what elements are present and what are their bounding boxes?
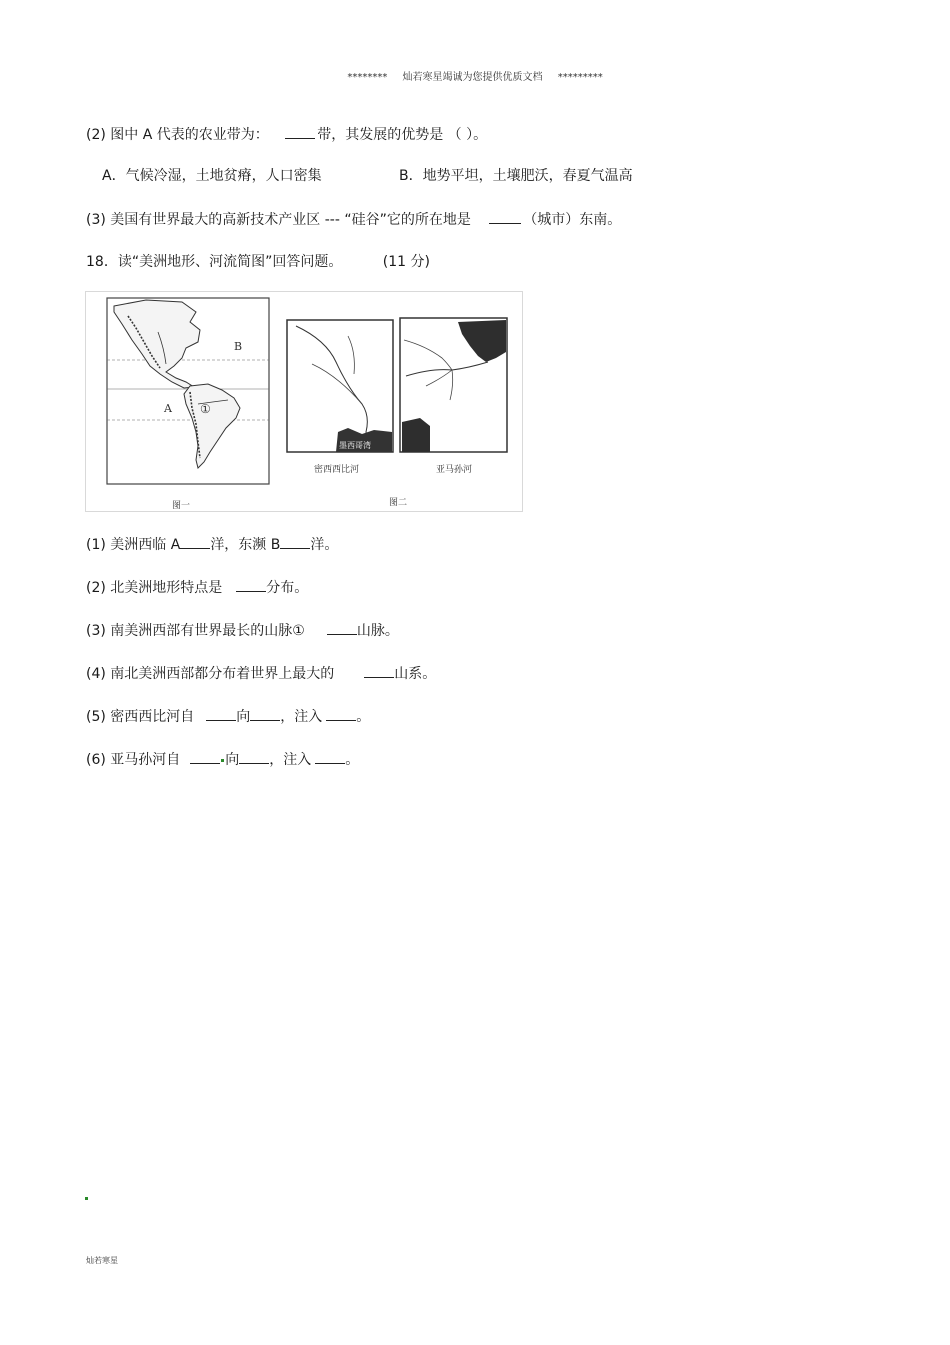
question-18-title: [86, 252, 430, 272]
q6-text-d: 。: [345, 752, 360, 768]
header-title: 灿若寒星竭诚为您提供优质文档: [402, 72, 543, 83]
q2-text-a: (2) 北美洲地形特点是: [86, 580, 223, 596]
header-stars-left: ********: [347, 72, 388, 83]
q1-text-b: 洋，东濒 B: [210, 537, 281, 553]
q6-text-c: ，注入: [269, 752, 312, 768]
question-18-6: [86, 749, 359, 770]
answer-blank: [315, 749, 345, 764]
q17-3-suffix: （城市）东南。: [523, 212, 622, 228]
answer-blank: [364, 663, 394, 678]
question-17-3: [86, 209, 621, 230]
q4-text-a: (4) 南北美洲西部都分布着世界上最大的: [86, 666, 335, 682]
q5-text-d: 。: [356, 709, 371, 725]
q1-text-c: 洋。: [310, 537, 339, 553]
fig1-caption: 图一: [172, 501, 191, 511]
map-label-b: B: [234, 340, 243, 353]
answer-blank: [206, 706, 236, 721]
map-label-a: A: [164, 402, 172, 415]
q6-text-a: (6) 亚马孙河自: [86, 752, 181, 768]
question-18-4: [86, 663, 436, 684]
q17-2-mid: 带，其发展的优势是 （ ）。: [317, 127, 488, 143]
question-18-2: [86, 577, 308, 598]
mississippi-caption: 密西西比河: [314, 465, 360, 475]
q3-text-a: (3) 南美洲西部有世界最长的山脉①: [86, 623, 305, 639]
option-b: B．地势平坦，土壤肥沃，春夏气温高: [399, 168, 633, 184]
green-dot-mark: [85, 1197, 88, 1200]
america-map-figure: [85, 291, 523, 512]
pacific-shading: [402, 418, 430, 452]
amazon-caption: 亚马孙河: [436, 465, 473, 475]
page-footer: 灿若寒星: [86, 1256, 118, 1265]
answer-blank: [250, 706, 280, 721]
map-label-andes: ①: [200, 402, 211, 416]
answer-blank: [285, 124, 315, 139]
q3-text-b: 山脉。: [356, 623, 399, 639]
q18-title: 18．读“美洲地形、河流简图”回答问题。: [86, 254, 343, 270]
answer-blank: [236, 577, 266, 592]
q18-score: (11 分): [382, 254, 430, 270]
answer-blank: [326, 706, 356, 721]
answer-blank: [327, 620, 357, 635]
answer-blank: [239, 749, 269, 764]
answer-blank: [180, 534, 210, 549]
q5-text-a: (5) 密西西比河自: [86, 709, 195, 725]
answer-blank: [280, 534, 310, 549]
q2-text-b: 分布。: [266, 580, 309, 596]
question-18-3: [86, 620, 399, 641]
green-dot-mark: [221, 759, 224, 762]
map-illustration: [86, 292, 522, 511]
q6-text-b: 向: [225, 752, 240, 768]
q17-3-prefix: (3) 美国有世界最大的高新技术产业区 --- “硅谷”它的所在地是: [86, 212, 471, 228]
fig2-caption: 图二: [389, 498, 408, 508]
answer-blank: [190, 749, 220, 764]
question-18-5: [86, 706, 370, 727]
header-stars-right: *********: [557, 72, 603, 83]
q5-text-c: ，注入: [280, 709, 323, 725]
q1-text-a: (1) 美洲西临 A: [86, 537, 181, 553]
question-17-2: [86, 124, 487, 145]
q5-text-b: 向: [236, 709, 251, 725]
option-a: A．气候冷湿，土地贫瘠，人口密集: [102, 168, 322, 184]
q17-2-prefix: (2) 图中 A 代表的农业带为：: [86, 127, 269, 143]
q4-text-b: 山系。: [394, 666, 437, 682]
answer-blank: [489, 209, 521, 224]
page-header: [0, 68, 950, 83]
map-label-gulf: 墨西哥湾: [339, 441, 371, 450]
question-18-1: [86, 534, 338, 555]
